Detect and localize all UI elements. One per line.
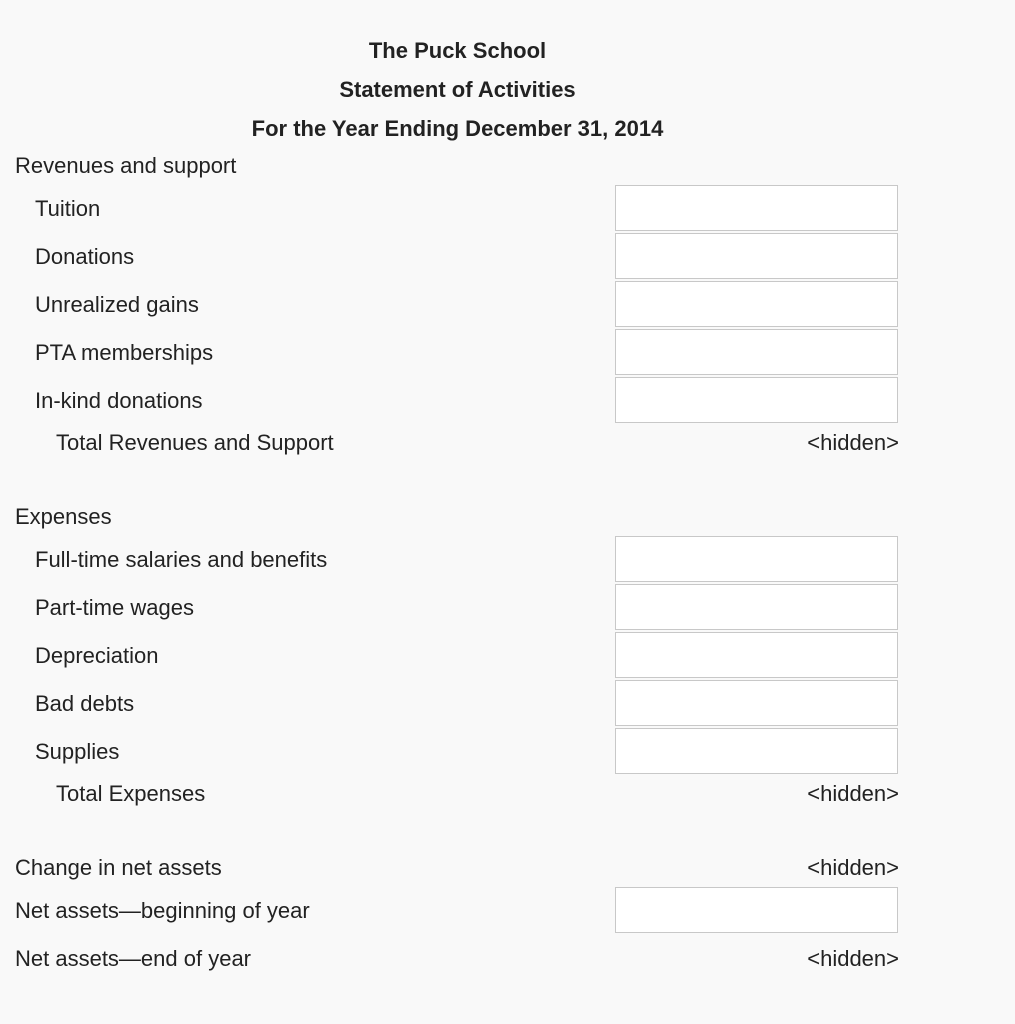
revenues-heading: Revenues and support [15,153,237,178]
total-revenues-label: Total Revenues and Support [56,430,334,455]
revenue-input-tuition[interactable] [615,185,898,231]
revenue-input-unrealized-gains[interactable] [615,281,898,327]
total-revenues-value: <hidden> [807,430,899,455]
school-name: The Puck School [368,38,547,63]
expense-input-bad-debts[interactable] [615,680,898,726]
revenue-label-tuition: Tuition [35,196,101,221]
revenue-label-in-kind-donations: In-kind donations [35,388,203,413]
change-in-net-assets-label: Change in net assets [15,855,222,880]
total-expenses-value: <hidden> [807,781,899,806]
statement-period: For the Year Ending December 31, 2014 [251,116,664,141]
expense-input-full-time-salaries[interactable] [615,536,898,582]
revenue-input-in-kind-donations[interactable] [615,377,898,423]
revenue-label-donations: Donations [35,244,135,269]
expense-input-depreciation[interactable] [615,632,898,678]
net-assets-end-value: <hidden> [807,946,899,971]
revenue-label-unrealized-gains: Unrealized gains [35,292,199,317]
statement-title: Statement of Activities [339,77,576,102]
expense-input-supplies[interactable] [615,728,898,774]
change-in-net-assets-value: <hidden> [807,855,899,880]
expenses-heading: Expenses [15,504,112,529]
total-expenses-label: Total Expenses [56,781,206,806]
net-assets-beginning-label: Net assets—beginning of year [15,898,310,923]
expense-input-part-time-wages[interactable] [615,584,898,630]
revenue-input-donations[interactable] [615,233,898,279]
expense-label-full-time-salaries: Full-time salaries and benefits [35,547,328,572]
net-assets-beginning-input[interactable] [615,887,898,933]
expense-label-depreciation: Depreciation [35,643,159,668]
revenue-label-pta-memberships: PTA memberships [35,340,214,365]
revenue-input-pta-memberships[interactable] [615,329,898,375]
expense-label-bad-debts: Bad debts [35,691,135,716]
expense-label-part-time-wages: Part-time wages [35,595,194,620]
net-assets-end-label: Net assets—end of year [15,946,252,971]
expense-label-supplies: Supplies [35,739,120,764]
